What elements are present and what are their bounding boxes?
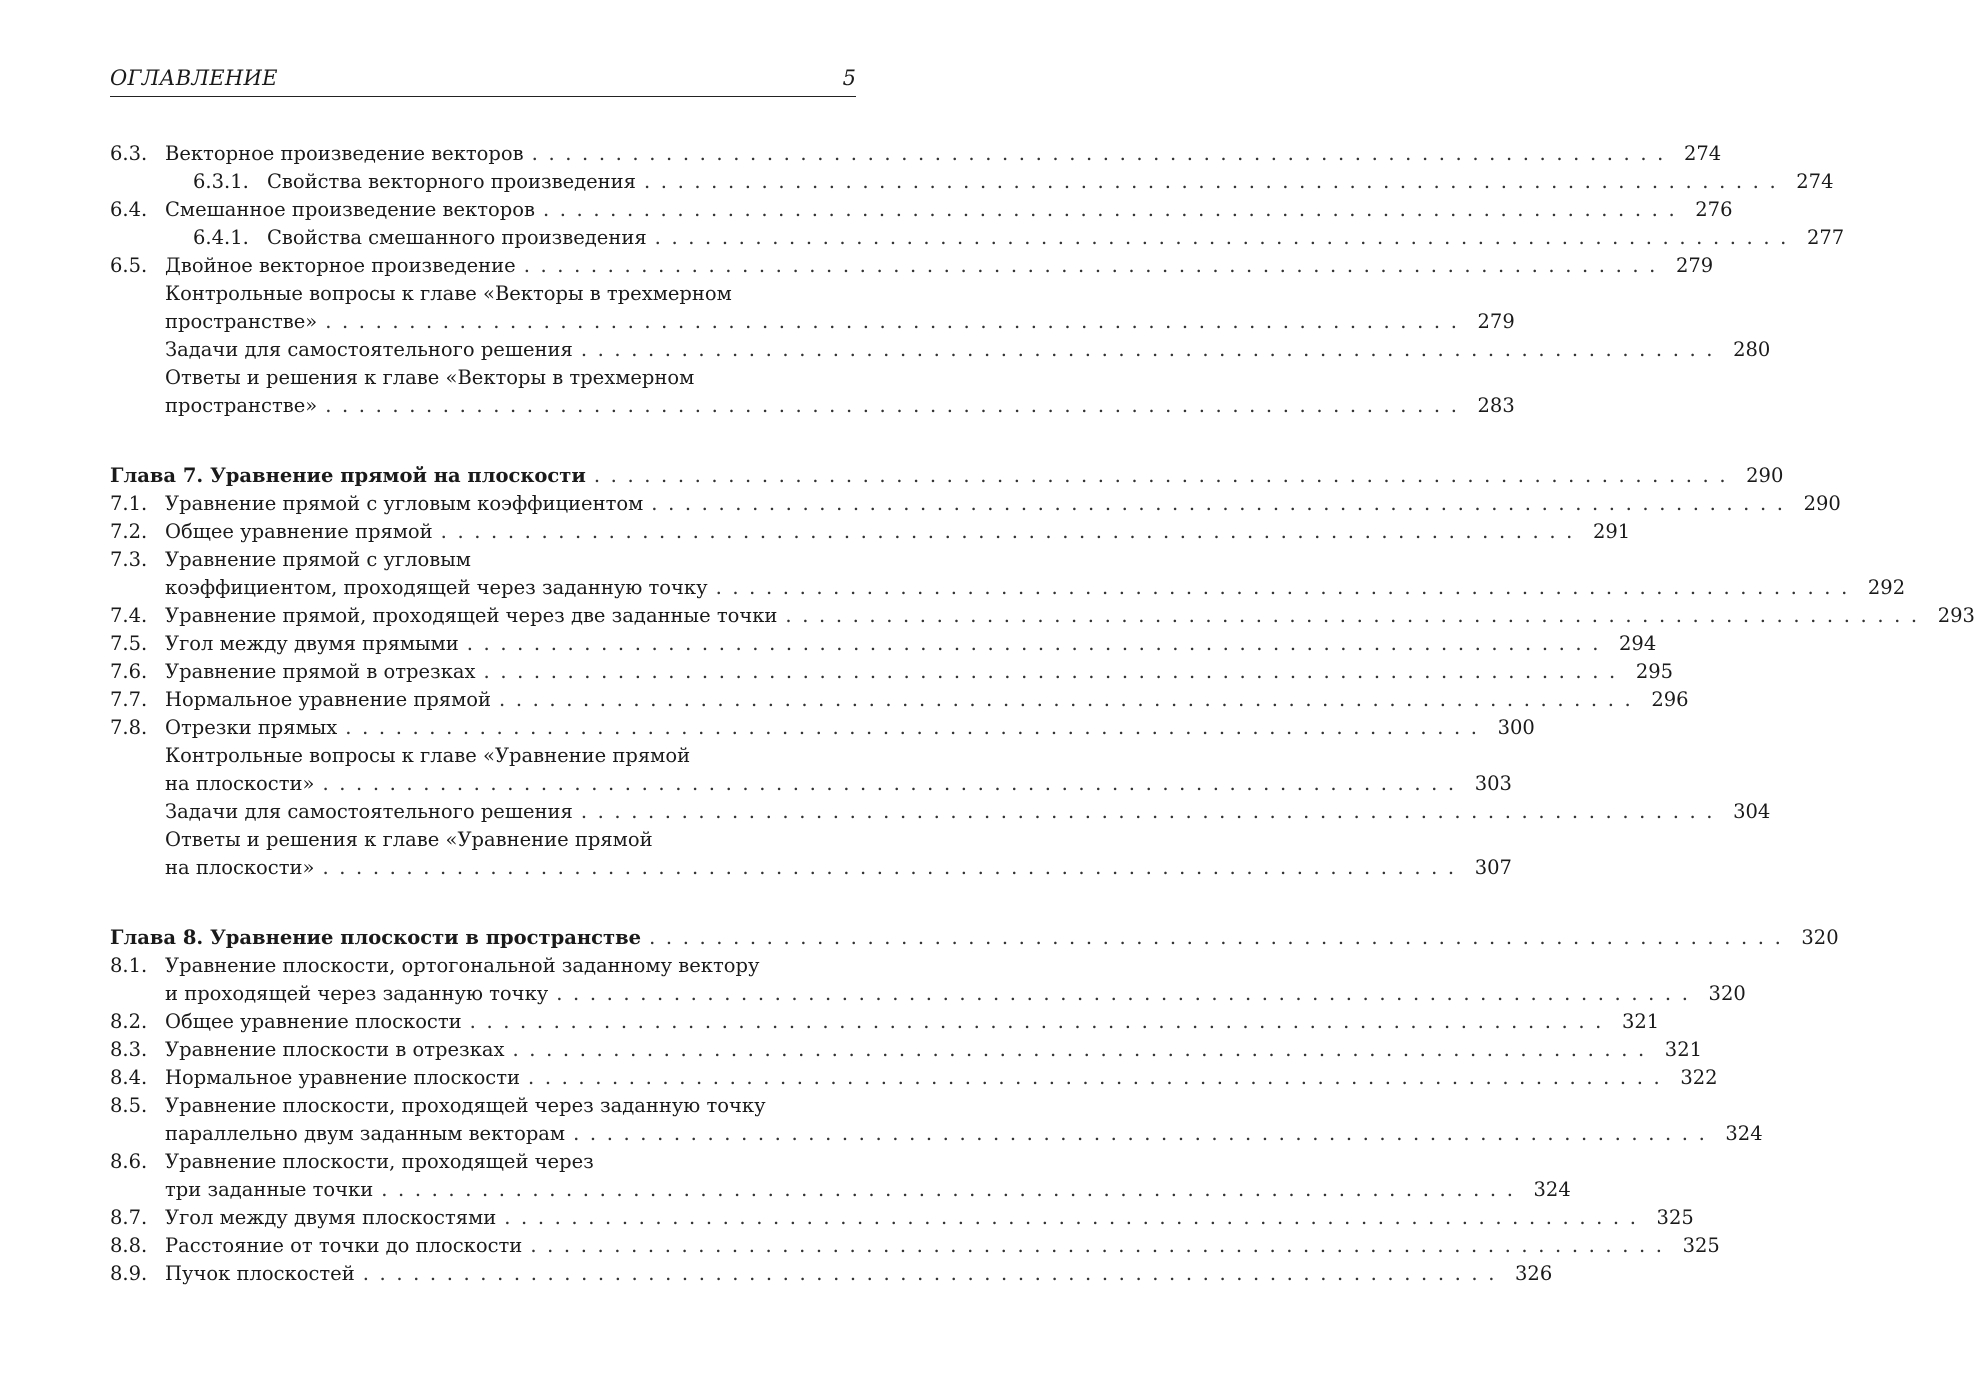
leader-dots: .................................................................... [785, 604, 1928, 627]
entry-title-continued: пространстве» [165, 394, 318, 417]
entry-title: Расстояние от точки до плоскости [165, 1234, 523, 1257]
toc-entry-line2[interactable] [110, 980, 1746, 1008]
entry-page: 304 [1733, 800, 1771, 823]
entry-title-continued: коэффициентом, проходящей через заданную точку [165, 576, 708, 599]
leader-dots: .................................................................... [715, 576, 1858, 599]
running-head-title: ОГЛАВЛЕНИЕ [110, 66, 278, 90]
toc-entry-line1[interactable] [110, 1092, 856, 1120]
toc-subentry[interactable] [110, 168, 1834, 196]
leader-dots: .................................................................... [499, 688, 1642, 711]
entry-title: Угол между двумя плоскостями [165, 1206, 497, 1229]
entry-number: 6.4. [110, 198, 148, 221]
entry-title: Общее уравнение прямой [165, 520, 433, 543]
entry-title: Ответы и решения к главе «Уравнение прямой [165, 828, 653, 851]
entry-page: 320 [1708, 982, 1746, 1005]
entry-title-continued: три заданные точки [165, 1178, 374, 1201]
entry-page: 307 [1474, 856, 1512, 879]
toc-entry-line2[interactable] [110, 392, 1515, 420]
leader-dots: .................................................................... [528, 1066, 1671, 1089]
entry-page: 290 [1746, 464, 1784, 487]
toc-entry[interactable] [110, 140, 1722, 168]
toc-entry[interactable] [110, 1260, 1553, 1288]
running-head [110, 66, 856, 97]
toc-entry-line1[interactable] [110, 826, 856, 854]
entry-page: 277 [1806, 226, 1845, 249]
leader-dots: .................................................................... [654, 226, 1797, 249]
entry-number: 7.1. [110, 492, 148, 515]
entry-page: 303 [1474, 772, 1512, 795]
entry-title: Уравнение плоскости в отрезках [165, 1038, 505, 1061]
entry-title: Уравнение плоскости, проходящей через [165, 1150, 594, 1173]
entry-page: 295 [1635, 660, 1674, 683]
entry-title: Задачи для самостоятельного решения [165, 338, 573, 361]
toc-entry[interactable] [110, 1204, 1694, 1232]
leader-dots: .................................................................... [325, 310, 1468, 333]
entry-number: 8.2. [110, 1010, 148, 1033]
toc-entry-line2[interactable] [110, 770, 1512, 798]
leader-dots: .................................................................... [651, 492, 1794, 515]
toc-entry[interactable] [110, 686, 1689, 714]
entry-title: Уравнение плоскости, ортогональной заданному вектору [165, 954, 760, 977]
entry-number: 7.4. [110, 604, 148, 627]
entry-number: 8.8. [110, 1234, 148, 1257]
entry-title-continued: на плоскости» [165, 772, 315, 795]
entry-number: 8.4. [110, 1066, 148, 1089]
toc-entry[interactable] [110, 1232, 1720, 1260]
entry-number: 8.3. [110, 1038, 148, 1061]
leader-dots: .................................................................... [573, 1122, 1716, 1145]
entry-page: 280 [1733, 338, 1771, 361]
entry-page: 325 [1682, 1234, 1720, 1257]
entry-page: 294 [1619, 632, 1657, 655]
chapter-title: Глава 7. Уравнение прямой на плоскости [110, 464, 586, 487]
entry-page: 321 [1621, 1010, 1660, 1033]
toc-entry-line1[interactable] [110, 1148, 856, 1176]
entry-title-continued: на плоскости» [165, 856, 315, 879]
toc-entry[interactable] [110, 1008, 1660, 1036]
toc-entry[interactable] [110, 658, 1674, 686]
toc-section-chapter-7 [110, 462, 1975, 882]
entry-title-continued: пространстве» [165, 310, 318, 333]
leader-dots: .................................................................... [483, 660, 1626, 683]
leader-dots: .................................................................... [556, 982, 1699, 1005]
table-of-contents [110, 140, 1975, 1330]
leader-dots: .................................................................... [322, 772, 1465, 795]
entry-page: 324 [1533, 1178, 1571, 1201]
toc-entry[interactable] [110, 490, 1841, 518]
entry-page: 324 [1725, 1122, 1763, 1145]
entry-number: 8.5. [110, 1094, 148, 1117]
entry-page: 291 [1592, 520, 1631, 543]
toc-entry[interactable] [110, 1064, 1718, 1092]
entry-number: 7.2. [110, 520, 148, 543]
entry-title: Ответы и решения к главе «Векторы в трехмерном [165, 366, 695, 389]
toc-entry-line2[interactable] [110, 854, 1512, 882]
entry-title: Угол между двумя прямыми [165, 632, 459, 655]
entry-page: 300 [1497, 716, 1535, 739]
entry-title: Свойства векторного произведения [267, 170, 636, 193]
entry-page: 326 [1515, 1262, 1553, 1285]
entry-title: Уравнение прямой с угловым [165, 548, 471, 571]
leader-dots: .................................................................... [580, 800, 1724, 823]
toc-entry-line1[interactable] [110, 546, 856, 574]
toc-entry-line2[interactable] [110, 1176, 1571, 1204]
entry-title: Пучок плоскостей [165, 1262, 355, 1285]
entry-title: Векторное произведение векторов [165, 142, 524, 165]
leader-dots: .................................................................... [580, 338, 1724, 361]
leader-dots: .................................................................... [593, 464, 1737, 487]
toc-entry[interactable] [110, 714, 1535, 742]
entry-number: 6.4.1. [193, 226, 249, 249]
entry-page: 320 [1801, 926, 1839, 949]
entry-title: Уравнение прямой, проходящей через две заданные точки [165, 604, 778, 627]
entry-page: 290 [1803, 492, 1841, 515]
toc-entry-line1[interactable] [110, 952, 856, 980]
leader-dots: .................................................................... [530, 1234, 1673, 1257]
entry-number: 7.8. [110, 716, 148, 739]
leader-dots: .................................................................... [531, 142, 1674, 165]
entry-number: 8.9. [110, 1262, 148, 1285]
leader-dots: .................................................................... [325, 394, 1468, 417]
leader-dots: .................................................................... [466, 632, 1610, 655]
entry-page: 274 [1683, 142, 1722, 165]
entry-title: Уравнение плоскости, проходящей через заданную точку [165, 1094, 766, 1117]
entry-page: 274 [1796, 170, 1834, 193]
toc-entry[interactable] [110, 518, 1631, 546]
entry-title: Контрольные вопросы к главе «Векторы в трехмерном [165, 282, 732, 305]
toc-entry[interactable] [110, 798, 1771, 826]
entry-page: 322 [1680, 1066, 1718, 1089]
leader-dots: .................................................................... [649, 926, 1792, 949]
entry-title: Нормальное уравнение прямой [165, 688, 492, 711]
toc-entry-line1[interactable] [110, 364, 856, 392]
toc-section-vectors [110, 140, 1845, 420]
entry-number: 8.6. [110, 1150, 148, 1173]
toc-entry[interactable] [110, 196, 1733, 224]
entry-title: Свойства смешанного произведения [267, 226, 647, 249]
entry-title: Уравнение прямой в отрезках [165, 660, 476, 683]
toc-entry-line1[interactable] [110, 280, 856, 308]
leader-dots: .................................................................... [440, 520, 1583, 543]
entry-number: 8.1. [110, 954, 148, 977]
leader-dots: .................................................................... [512, 1038, 1655, 1061]
leader-dots: .................................................................... [322, 856, 1465, 879]
entry-number: 6.5. [110, 254, 148, 277]
entry-title-continued: параллельно двум заданным векторам [165, 1122, 566, 1145]
entry-page: 279 [1675, 254, 1714, 277]
leader-dots: .................................................................... [345, 716, 1488, 739]
toc-entry-line2[interactable] [110, 308, 1515, 336]
entry-title-continued: и проходящей через заданную точку [165, 982, 549, 1005]
entry-page: 293 [1937, 604, 1975, 627]
toc-section-chapter-8 [110, 924, 1839, 1288]
chapter-title: Глава 8. Уравнение плоскости в пространстве [110, 926, 642, 949]
toc-entry[interactable] [110, 630, 1657, 658]
leader-dots: .................................................................... [362, 1262, 1506, 1285]
entry-number: 6.3. [110, 142, 148, 165]
entry-title: Смешанное произведение векторов [165, 198, 535, 221]
entry-title: Двойное векторное произведение [165, 254, 516, 277]
entry-number: 7.3. [110, 548, 148, 571]
entry-page: 283 [1477, 394, 1515, 417]
entry-number: 7.6. [110, 660, 148, 683]
toc-subentry[interactable] [110, 224, 1845, 252]
toc-entry[interactable] [110, 336, 1771, 364]
entry-page: 276 [1695, 198, 1733, 221]
toc-entry[interactable] [110, 602, 1975, 630]
entry-title: Отрезки прямых [165, 716, 338, 739]
entry-title: Контрольные вопросы к главе «Уравнение прямой [165, 744, 691, 767]
leader-dots: .................................................................... [643, 170, 1787, 193]
leader-dots: .................................................................... [523, 254, 1666, 277]
toc-chapter[interactable] [110, 462, 1784, 490]
entry-page: 292 [1867, 576, 1906, 599]
entry-page: 296 [1651, 688, 1689, 711]
toc-chapter[interactable] [110, 924, 1839, 952]
leader-dots: .................................................................... [381, 1178, 1524, 1201]
entry-title: Нормальное уравнение плоскости [165, 1066, 521, 1089]
entry-title: Общее уравнение плоскости [165, 1010, 462, 1033]
entry-number: 8.7. [110, 1206, 148, 1229]
entry-number: 6.3.1. [193, 170, 249, 193]
entry-title: Уравнение прямой с угловым коэффициентом [165, 492, 644, 515]
entry-title: Задачи для самостоятельного решения [165, 800, 573, 823]
entry-number: 7.7. [110, 688, 148, 711]
leader-dots: .................................................................... [542, 198, 1686, 221]
page-number: 5 [842, 66, 856, 90]
toc-entry-line2[interactable] [110, 1120, 1763, 1148]
entry-number: 7.5. [110, 632, 148, 655]
toc-entry[interactable] [110, 252, 1714, 280]
entry-page: 279 [1477, 310, 1515, 333]
leader-dots: .................................................................... [504, 1206, 1647, 1229]
leader-dots: .................................................................... [469, 1010, 1612, 1033]
toc-entry-line1[interactable] [110, 742, 856, 770]
entry-page: 325 [1656, 1206, 1694, 1229]
entry-page: 321 [1664, 1038, 1703, 1061]
toc-entry-line2[interactable] [110, 574, 1906, 602]
toc-entry[interactable] [110, 1036, 1703, 1064]
